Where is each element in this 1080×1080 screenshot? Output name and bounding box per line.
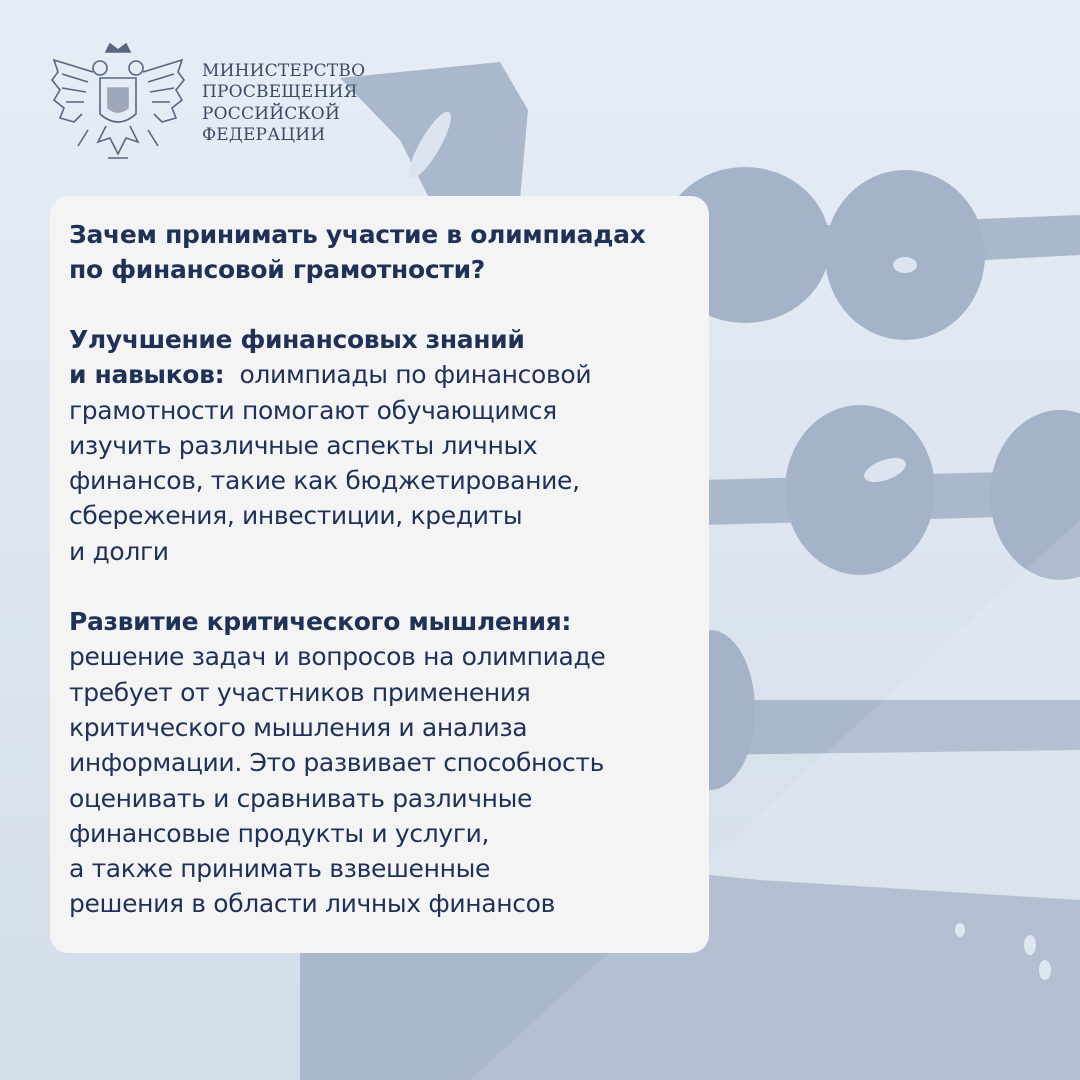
section-heading: Развитие критического мышления:	[69, 607, 571, 637]
section-text-line: финансовые продукты и услуги,	[69, 818, 490, 848]
section-text-line: требует от участников применения	[69, 677, 531, 707]
card-title-line: по финансовой грамотности?	[69, 255, 486, 284]
section-text-line: информации. Это развивает способность	[69, 748, 604, 778]
ministry-name-line: ФЕДЕРАЦИИ	[202, 125, 326, 145]
card-title	[69, 217, 709, 287]
section-text-line: критического мышления и анализа	[69, 712, 528, 742]
ministry-name-line: РОССИЙСКОЙ	[202, 103, 340, 124]
section-text: олимпиады по финансовой	[239, 360, 592, 390]
ministry-name-line: ПРОСВЕЩЕНИЯ	[202, 82, 358, 102]
section-text-line: а также принимать взвешенные	[69, 854, 490, 884]
section-text-line: финансов, такие как бюджетирование,	[69, 466, 580, 496]
card-title-line: Зачем принимать участие в олимпиадах	[69, 220, 646, 249]
section-critical-thinking	[69, 604, 709, 922]
content-card	[50, 196, 709, 953]
section-text-line: решение задач и вопросов на олимпиаде	[69, 642, 606, 672]
section-heading: и навыков:	[69, 360, 225, 390]
ministry-name-line: МИНИСТЕРСТВО	[202, 60, 366, 81]
section-text-line: грамотности помогают обучающимся	[69, 395, 557, 425]
section-text-line: решения в области личных финансов	[69, 889, 555, 919]
section-text-line: оценивать и сравнивать различные	[69, 783, 533, 813]
section-heading: Улучшение финансовых знаний	[69, 325, 525, 354]
section-financial-knowledge	[69, 322, 709, 569]
section-text-line: сбережения, инвестиции, кредиты	[69, 501, 523, 531]
double-headed-eagle-icon	[48, 42, 188, 167]
section-text-line: изучить различные аспекты личных	[69, 430, 538, 460]
ministry-name	[202, 61, 365, 147]
section-text-line: и долги	[69, 536, 169, 566]
ministry-header	[48, 42, 365, 167]
section-text-line	[69, 357, 709, 392]
